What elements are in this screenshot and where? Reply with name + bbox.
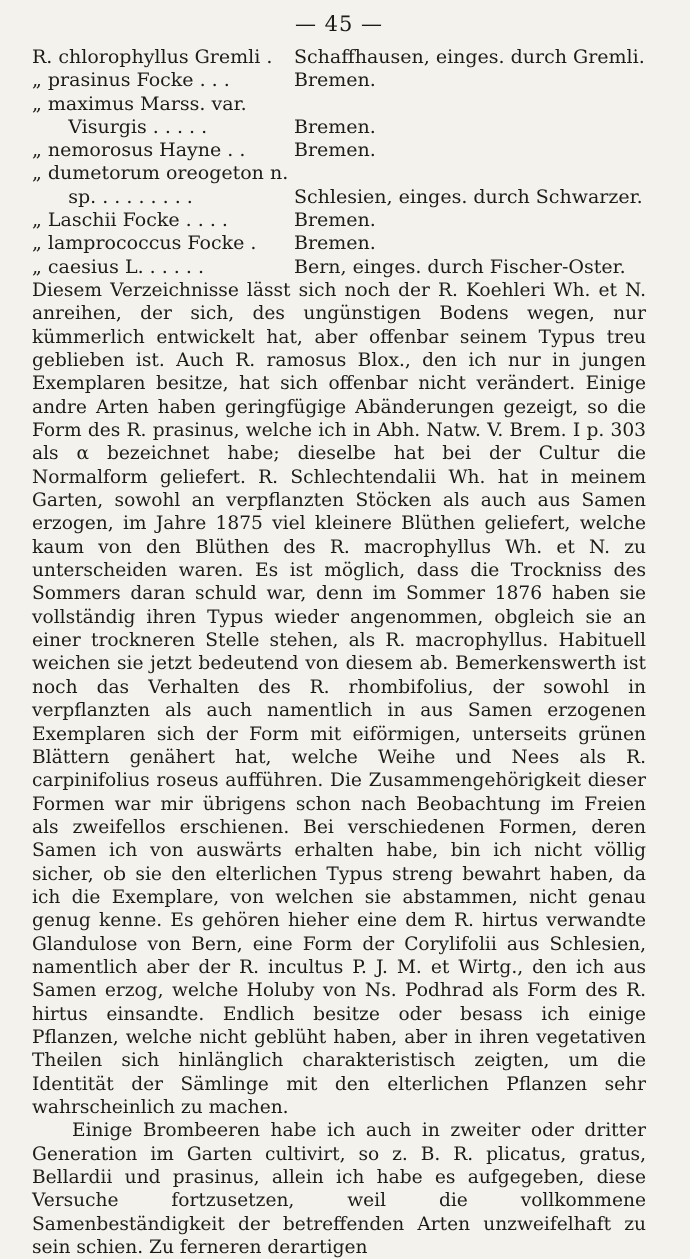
list-item (32, 256, 646, 279)
body-paragraph-2: Einige Brombeeren habe ich auch in zweiter oder dritter Generation im Garten cultivirt, so z. B. R. plicatus, gratus, Bellardii und prasinus, allein ich habe es aufgegeben, diese Versuche fortzusetzen, weil die vollkommene Samenbeständigkeit der betreffenden Arten unzweifelhaft zu sein schien. Zu ferneren derartigen (32, 1120, 646, 1259)
species-place: Schlesien, einges. durch Schwarzer. (294, 185, 643, 208)
species-place: Bremen. (294, 209, 376, 232)
species-name: R. chlorophyllus Gremli . (32, 46, 273, 68)
species-place (294, 162, 646, 185)
species-place (294, 93, 646, 116)
species-name: „ maximus Marss. var. (32, 92, 247, 115)
species-name: „ prasinus Focke . . . (32, 69, 230, 92)
species-name: sp. . . . . . . . . (32, 185, 193, 208)
species-name: „ nemorosus Hayne . . (32, 139, 246, 162)
species-name: „ caesius L. . . . . . (32, 255, 205, 278)
list-item (32, 116, 646, 139)
species-name: Visurgis . . . . . (32, 115, 208, 138)
species-place: Bern, einges. durch Fischer-Oster. (294, 255, 626, 278)
page-number: — 45 — (294, 12, 384, 36)
list-item (32, 186, 646, 209)
list-item (32, 139, 646, 162)
species-list (32, 46, 646, 279)
species-place: Bremen. (294, 69, 376, 92)
list-item (32, 93, 646, 116)
list-item (32, 232, 646, 255)
species-name: „ dumetorum oreogeton n. (32, 162, 289, 185)
species-name: „ lamprococcus Focke . (32, 232, 257, 255)
list-item (32, 69, 646, 92)
species-place: Schaffhausen, einges. durch Gremli. (294, 46, 645, 68)
species-name: „ Laschii Focke . . . . (32, 209, 228, 232)
species-place: Bremen. (294, 115, 376, 138)
list-item (32, 209, 646, 232)
list-item (32, 162, 646, 185)
species-place: Bremen. (294, 232, 376, 255)
body-paragraph-1: Diesem Verzeichnisse lässt sich noch der R. Koehleri Wh. et N. anreihen, der sich, des ungünstigen Bodens wegen, nur kümmerlich entwickelt hat, aber offenbar seinem Typus treu geblieben ist. Auch R. ramosus Blox., den ich nur in jungen Exemplaren besitze, hat sich offenbar nicht verändert. Einige andre Arten haben geringfügige Abänderungen gezeigt, so die Form des R. prasinus, welche ich in Abh. Natw. V. Brem. I p. 303 als α bezeichnet habe; dieselbe hat bei der Cultur die Normalform geliefert. R. Schlechtendalii Wh. hat in meinem Garten, sowohl an verpflanzten Stöcken als auch aus Samen erzogen, im Jahre 1875 viel kleinere Blüthen geliefert, welche kaum von den Blüthen des R. macrophyllus Wh. et N. zu unterscheiden waren. Es ist möglich, dass die Trockniss des Sommers daran schuld war, denn im Sommer 1876 haben sie vollständig ihren Typus wieder angenommen, obgleich sie an einer trockneren Stelle stehen, als R. macrophyllus. Habituell weichen sie jetzt bedeutend von diesem ab. Bemerkenswerth ist noch das Verhalten des R. rhombifolius, der sowohl in verpflanzten als auch namentlich in aus Samen erzogenen Exemplaren sich der Form mit eiförmigen, unterseits grünen Blättern genähert hat, welche Weihe und Nees als R. carpinifolius roseus aufführen. Die Zusammengehörigkeit dieser Formen war mir übrigens schon nach Beobachtung im Freien als zweifellos erschienen. Bei verschiedenen Formen, deren Samen ich von auswärts erhalten habe, bin ich nicht völlig sicher, ob sie den elterlichen Typus streng bewahrt haben, da ich die Exemplare, von welchen sie abstammen, nicht genau genug kenne. Es gehören hieher eine dem R. hirtus verwandte Glandulose von Bern, eine Form der Corylifolii aus Schlesien, namentlich aber der R. incultus P. J. M. et Wirtg., den ich aus Samen erzog, welche Holuby von Ns. Podhrad als Form des R. hirtus einsandte. Endlich besitze oder besass ich einige Pflanzen, welche nicht geblüht haben, aber in ihren vegetativen Theilen sich hinlänglich charakteristisch zeigten, um die Identität der Sämlinge mit den elterlichen Pflanzen sehr wahrscheinlich zu machen. (32, 279, 646, 1118)
list-item (32, 46, 646, 69)
species-place: Bremen. (294, 139, 376, 162)
